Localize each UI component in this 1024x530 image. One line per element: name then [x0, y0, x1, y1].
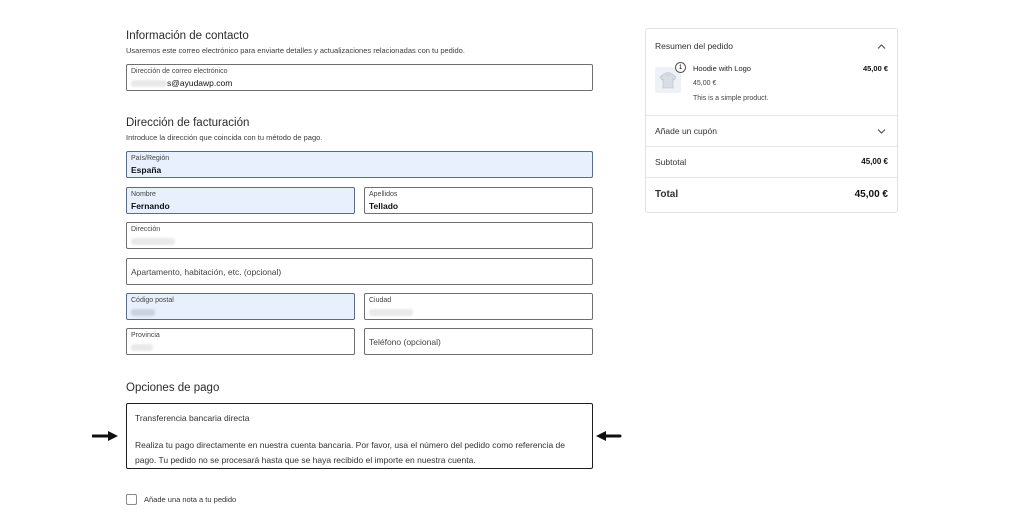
arrow-right-icon — [92, 430, 120, 442]
total-label: Total — [655, 189, 679, 200]
product-price: 45,00 € — [693, 80, 717, 87]
chevron-down-icon[interactable] — [877, 128, 886, 135]
product-description: This is a simple product. — [693, 95, 769, 102]
address-redacted — [131, 238, 175, 245]
first-name-label: Nombre — [131, 191, 156, 198]
phone-placeholder: Teléfono (opcional) — [369, 337, 441, 347]
province-select[interactable] — [126, 328, 355, 355]
payment-method-bank-transfer[interactable] — [126, 403, 593, 469]
last-name-value: Tellado — [369, 201, 399, 211]
email-redacted — [131, 80, 167, 87]
last-name-field[interactable] — [364, 187, 593, 214]
payment-section-title: Opciones de pago — [126, 382, 220, 394]
subtotal-value: 45,00 € — [861, 157, 888, 166]
email-value-row — [131, 78, 232, 88]
summary-divider — [646, 115, 897, 116]
order-summary-panel — [645, 28, 898, 213]
order-note-checkbox[interactable] — [126, 494, 137, 505]
contact-section-description: Usaremos este correo electrónico para enviarte detalles y actualizaciones relacionadas con tu pedido. — [126, 46, 465, 55]
product-line-total: 45,00 € — [862, 64, 888, 73]
payment-method-title: Transferencia bancaria directa — [135, 413, 250, 423]
product-quantity-badge: 1 — [675, 62, 686, 73]
first-name-value: Fernando — [131, 201, 170, 211]
payment-method-description: Realiza tu pago directamente en nuestra cuenta bancaria. Por favor, usa el número del pedido como referencia de pago. Tu pedido no se procesará hasta que se haya recibido el importe en nuestra cuenta. — [135, 440, 565, 465]
email-field[interactable] — [126, 64, 593, 91]
city-redacted — [369, 309, 413, 316]
country-value: España — [131, 165, 162, 175]
phone-field[interactable] — [364, 328, 593, 355]
order-note-label[interactable]: Añade una nota a tu pedido — [144, 495, 237, 504]
postcode-label: Código postal — [131, 297, 174, 304]
address-field[interactable] — [126, 222, 593, 249]
address-label: Dirección — [131, 226, 161, 233]
summary-divider — [646, 146, 897, 147]
billing-section-description: Introduce la dirección que coincida con tu método de pago. — [126, 133, 323, 142]
province-label: Provincia — [131, 332, 160, 339]
city-field[interactable] — [364, 293, 593, 320]
order-note-row[interactable] — [126, 494, 236, 505]
first-name-field[interactable] — [126, 187, 355, 214]
total-value: 45,00 € — [854, 189, 888, 200]
country-select[interactable] — [126, 151, 593, 178]
last-name-label: Apellidos — [369, 191, 398, 198]
subtotal-label: Subtotal — [655, 157, 687, 167]
chevron-up-icon[interactable] — [877, 43, 886, 50]
province-redacted — [131, 344, 153, 351]
summary-divider — [646, 177, 897, 178]
contact-section-title: Información de contacto — [126, 30, 249, 42]
arrow-left-icon — [594, 430, 622, 442]
coupon-toggle[interactable]: Añade un cupón — [655, 126, 717, 136]
billing-section-title: Dirección de facturación — [126, 117, 250, 129]
country-label: País/Región — [131, 155, 170, 162]
city-label: Ciudad — [369, 297, 392, 304]
postcode-redacted — [131, 309, 155, 316]
email-label: Dirección de correo electrónico — [131, 68, 228, 75]
apartment-placeholder: Apartamento, habitación, etc. (opcional) — [131, 267, 282, 277]
product-name: Hoodie with Logo — [693, 64, 751, 73]
postcode-field[interactable] — [126, 293, 355, 320]
apartment-field[interactable] — [126, 258, 593, 285]
email-value: s@ayudawp.com — [167, 78, 233, 88]
order-summary-title[interactable]: Resumen del pedido — [655, 41, 733, 51]
